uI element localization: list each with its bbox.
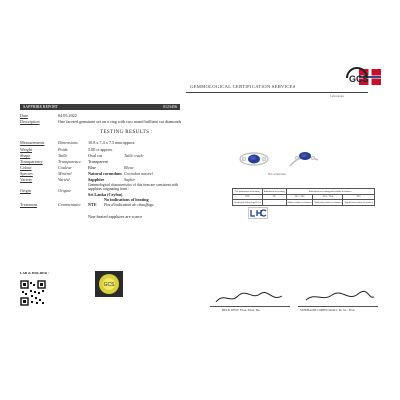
indications-table <box>232 188 375 206</box>
description-label: Description <box>20 119 40 124</box>
table-cell: TE3 / TE4 <box>313 194 343 200</box>
field-label: Shape <box>20 153 31 158</box>
field-value: Oval cut <box>88 153 103 158</box>
description-value: One faceted gemstone set on a ring with two round brilliant cut diamonds <box>58 119 182 124</box>
lhc-logo-icon <box>248 207 268 219</box>
signature-1-name: BECK WEST, FGA, DGA, BA <box>222 308 260 312</box>
field-fr-label: Variété <box>58 177 70 182</box>
field-label: Species <box>20 171 33 176</box>
table-cell: No indications of heating <box>233 189 263 195</box>
origin-value: Sri Lanka (Ceylon) <box>88 192 123 197</box>
field-label: Measurements <box>20 140 45 145</box>
signature-2-icon <box>298 290 378 306</box>
field-fr-label: Minéral <box>58 171 72 176</box>
testing-results-title: TESTING RESULTS : <box>100 130 153 135</box>
field-label: Weight <box>20 147 32 152</box>
field-fr-label: Dimensions <box>58 140 78 145</box>
report-number: 0123456 <box>163 104 177 109</box>
treatment-code: NTE <box>88 202 97 207</box>
field-alt: Corindon naturel <box>124 171 154 176</box>
date-value: 04.05.2022 <box>58 113 77 118</box>
treatment-fr: Commentaire <box>58 202 81 207</box>
report-title-bar <box>20 104 180 110</box>
field-label: Colour <box>20 165 32 170</box>
table-cell: Significant residue in fissures <box>344 200 373 204</box>
table-cell: NTE <box>233 194 263 200</box>
header-subtitle: Laboratoire <box>330 94 344 98</box>
table-row <box>233 200 375 206</box>
field-value: Natural corundum <box>88 171 122 176</box>
signature-2-name: STEPHANIE COHEN-SKALI, M. SC., FGA <box>300 308 355 312</box>
field-label: Variety <box>20 177 33 182</box>
origin-fr: Origine <box>58 188 72 193</box>
field-value: Transparent <box>88 159 108 164</box>
field-value: 10.8 x 7.4 x 7.5 mm approx. <box>88 140 136 145</box>
treatment-note: Non-heated sapphires are scarce <box>88 214 143 219</box>
report-type: SAPPHIRE REPORT <box>23 104 58 109</box>
signature-1-icon <box>210 290 290 306</box>
table-cell: TE5 <box>343 194 374 200</box>
svg-text:GCS: GCS <box>349 74 369 84</box>
qr-code-icon <box>20 280 46 306</box>
origin-note: Gemmological characteristics of this item are consistent with sapphires originating from : <box>88 183 179 191</box>
treatment-value: No indications of heating <box>104 197 149 202</box>
svg-text:GCS: GCS <box>103 282 115 288</box>
table-cell: Indications of heating and residue in fissures <box>286 189 374 195</box>
gcs-logo-icon <box>345 66 383 90</box>
signature-1-line <box>210 306 290 307</box>
field-fr-label: Transparence <box>58 159 81 164</box>
table-cell: Moderate residue in fissures <box>314 200 342 204</box>
treatment-label: Treatment <box>20 202 38 207</box>
field-alt: Bleue <box>124 165 134 170</box>
table-cell: Minor residue in fissures <box>287 200 312 204</box>
field-value: 5.00 ct approx. <box>88 147 114 152</box>
field-fr-label: Couleur <box>58 165 72 170</box>
qr-caption: LAB & HOLDER : <box>20 271 50 275</box>
field-alt: Saphir <box>124 177 136 182</box>
treatment-alt: Pas d'indication de chauffage <box>104 202 154 207</box>
table-cell: TE1 / TE2 <box>286 194 313 200</box>
date-label: Date <box>20 113 28 118</box>
table-cell: TE <box>262 194 286 200</box>
field-value: Blue <box>88 165 96 170</box>
photo-caption: Not actual size <box>268 172 286 176</box>
header-title: GEMMOLOGICAL CERTIFICATION SERVICES <box>190 84 296 89</box>
header-divider <box>186 92 368 93</box>
signature-2-line <box>298 306 378 307</box>
field-fr-label: Taille <box>58 153 68 158</box>
table-cell: Heating & filling legal Fees <box>234 200 261 204</box>
origin-label: Origin <box>20 188 31 193</box>
field-alt: Taille ovale <box>124 153 144 158</box>
field-label: Transparency <box>20 159 43 164</box>
field-fr-label: Poids <box>58 147 68 152</box>
table-cell: Indications of heating <box>263 189 285 193</box>
ring-photo-icon <box>232 146 332 172</box>
field-value: Sapphire <box>88 177 105 182</box>
table-cell <box>262 200 286 206</box>
hologram-seal-icon <box>94 270 124 298</box>
